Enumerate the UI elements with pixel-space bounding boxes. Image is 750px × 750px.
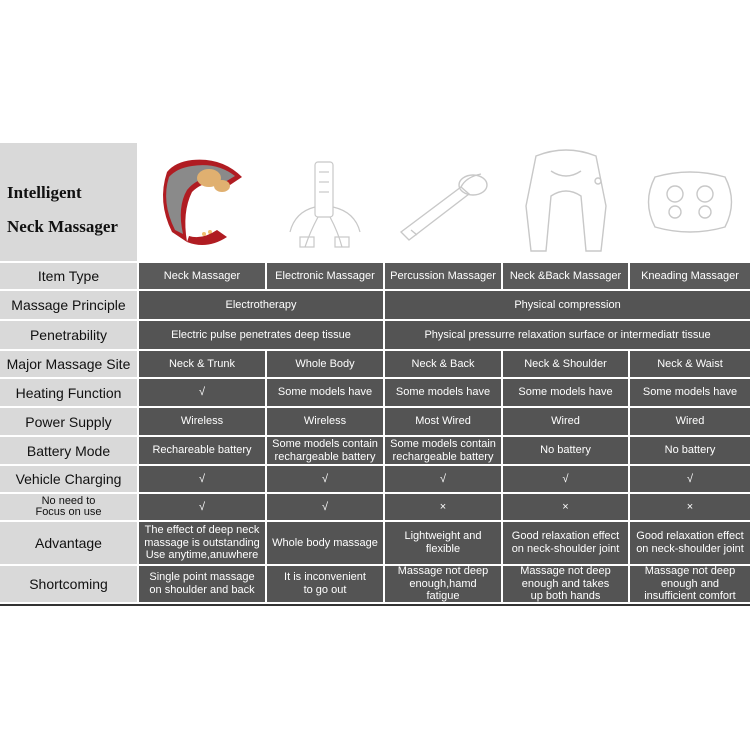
table-cell: Massage not deep enough and takes up both hands <box>501 566 628 604</box>
table-cell: Single point massage on shoulder and back <box>137 566 265 604</box>
table-row-heating-function <box>0 379 750 408</box>
row-label: Item Type <box>0 263 137 291</box>
table-cell: √ <box>265 466 383 494</box>
table-cell: Wired <box>628 408 750 437</box>
table-cell: √ <box>383 466 501 494</box>
table-cell: Wireless <box>265 408 383 437</box>
title-line-2: Neck Massager <box>7 217 118 236</box>
table-cell: Some models contain rechargeable battery <box>265 437 383 466</box>
table-cell: Some models have <box>501 379 628 408</box>
table-cell: Percussion Massager <box>383 263 501 291</box>
table-row-no-need-to-focus <box>0 494 750 522</box>
table-cell: √ <box>137 494 265 522</box>
table-cell: The effect of deep neck massage is outstanding Use anytime,anuwhere <box>137 522 265 566</box>
table-cell: √ <box>628 466 750 494</box>
table-cell: Electronic Massager <box>265 263 383 291</box>
row-label: Major Massage Site <box>0 351 137 379</box>
table-title <box>0 143 137 261</box>
table-cell: Neck & Back <box>383 351 501 379</box>
table-cell: Massage not deep enough and insufficient comfort <box>628 566 750 604</box>
table-cell: Wired <box>501 408 628 437</box>
table-row-battery-mode <box>0 437 750 466</box>
table-cell: Whole body massage <box>265 522 383 566</box>
row-label: Shortcoming <box>0 566 137 604</box>
table-cell: Neck & Trunk <box>137 351 265 379</box>
table-cell: Electric pulse penetrates deep tissue <box>137 321 383 351</box>
row-label: Power Supply <box>0 408 137 437</box>
table-row-major-massage-site <box>0 351 750 379</box>
table-cell: Some models have <box>265 379 383 408</box>
table-cell: √ <box>137 379 265 408</box>
table-cell: Lightweight and flexible <box>383 522 501 566</box>
table-row-item-type <box>0 263 750 291</box>
table-cell: Most Wired <box>383 408 501 437</box>
row-label: Massage Principle <box>0 291 137 321</box>
table-cell: Neck &Back Massager <box>501 263 628 291</box>
table-row-massage-principle <box>0 291 750 321</box>
neck-massager-product-image <box>139 143 265 261</box>
table-cell: It is inconvenient to go out <box>265 566 383 604</box>
table-cell: Some models have <box>628 379 750 408</box>
table-cell: × <box>628 494 750 522</box>
table-cell: √ <box>501 466 628 494</box>
table-cell: × <box>501 494 628 522</box>
comparison-table <box>0 143 750 606</box>
row-label: Heating Function <box>0 379 137 408</box>
table-cell: Rechareable battery <box>137 437 265 466</box>
table-cell: No battery <box>628 437 750 466</box>
table-cell: √ <box>137 466 265 494</box>
table-cell: Some models have <box>383 379 501 408</box>
table-cell: Good relaxation effect on neck-shoulder joint <box>628 522 750 566</box>
table-row-vehicle-charging <box>0 466 750 494</box>
electronic-massager-product-image <box>267 143 383 261</box>
table-cell: Neck Massager <box>137 263 265 291</box>
row-label: Advantage <box>0 522 137 566</box>
table-row-power-supply <box>0 408 750 437</box>
row-label: Penetrability <box>0 321 137 351</box>
row-label: No need to Focus on use <box>0 494 137 522</box>
table-cell: Good relaxation effect on neck-shoulder joint <box>501 522 628 566</box>
table-bottom-border <box>0 604 750 606</box>
table-row-shortcoming <box>0 566 750 604</box>
table-cell: Massage not deep enough,hamd fatigue <box>383 566 501 604</box>
table-cell: No battery <box>501 437 628 466</box>
percussion-massager-product-image <box>385 143 501 261</box>
neck-back-massager-product-image <box>503 143 628 261</box>
table-cell: √ <box>265 494 383 522</box>
table-cell: Whole Body <box>265 351 383 379</box>
table-cell: × <box>383 494 501 522</box>
title-line-1: Intelligent <box>7 183 82 202</box>
table-row-penetrability <box>0 321 750 351</box>
table-cell: Physical pressurre relaxation surface or intermediatr tissue <box>383 321 750 351</box>
kneading-massager-product-image <box>630 143 750 261</box>
row-label: Vehicle Charging <box>0 466 137 494</box>
table-cell: Physical compression <box>383 291 750 321</box>
table-row-advantage <box>0 522 750 566</box>
table-cell: Wireless <box>137 408 265 437</box>
table-cell: Neck & Waist <box>628 351 750 379</box>
table-cell: Electrotherapy <box>137 291 383 321</box>
row-label: Battery Mode <box>0 437 137 466</box>
table-cell: Some models contain rechargeable battery <box>383 437 501 466</box>
table-cell: Kneading Massager <box>628 263 750 291</box>
table-cell: Neck & Shoulder <box>501 351 628 379</box>
